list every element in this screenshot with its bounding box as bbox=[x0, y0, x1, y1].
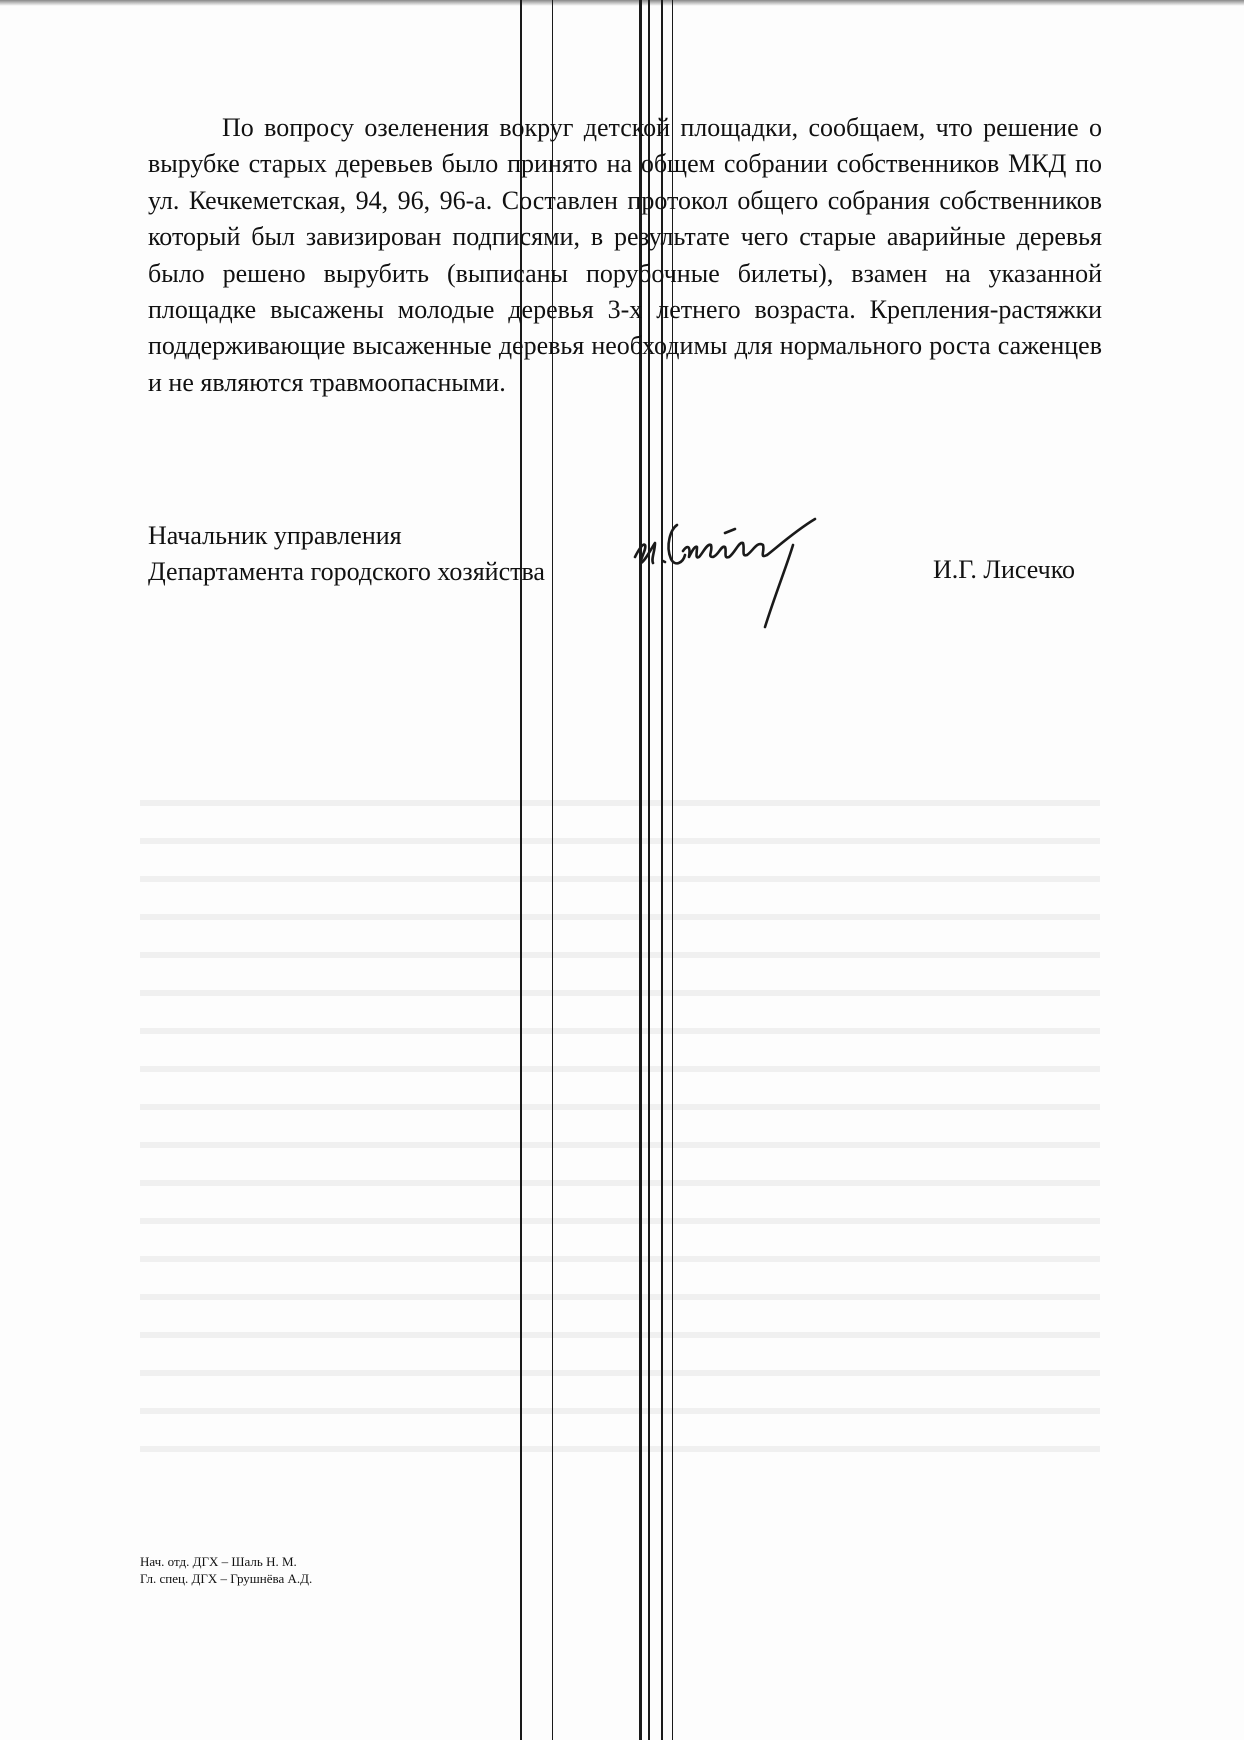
signatory-title-line1: Начальник управления bbox=[148, 521, 402, 550]
signatory-title-line2: Департамента городского хозяйства bbox=[148, 557, 545, 586]
handwritten-signature bbox=[625, 505, 885, 635]
bleed-through-text bbox=[140, 780, 1100, 1480]
letter-body-paragraph: По вопросу озеленения вокруг детской площадки, сообщаем, что решение о вырубке старых деревьев было принято на общем собрании собственников МКД по ул. Кечкеметская, 94, 96, 96-а. Составлен протокол общего собрания собственников который был завизирован подписями, в результате чего старые аварийные деревья было решено вырубить (выписаны порубочные билеты), взамен на указанной площадке высажены молодые деревья 3-х летнего возраста. Крепления-растяжки поддерживающие высаженные деревья необходимы для нормального роста саженцев и не являются травмоопасными. bbox=[148, 113, 1102, 397]
footer-line1: Нач. отд. ДГХ – Шаль Н. М. bbox=[140, 1554, 297, 1569]
footer-executors bbox=[140, 1553, 312, 1587]
scan-edge-shadow bbox=[0, 0, 1244, 6]
signatory-title bbox=[148, 518, 545, 590]
footer-line2: Гл. спец. ДГХ – Грушнёва А.Д. bbox=[140, 1571, 313, 1586]
signer-name: И.Г. Лисечко bbox=[933, 555, 1076, 584]
